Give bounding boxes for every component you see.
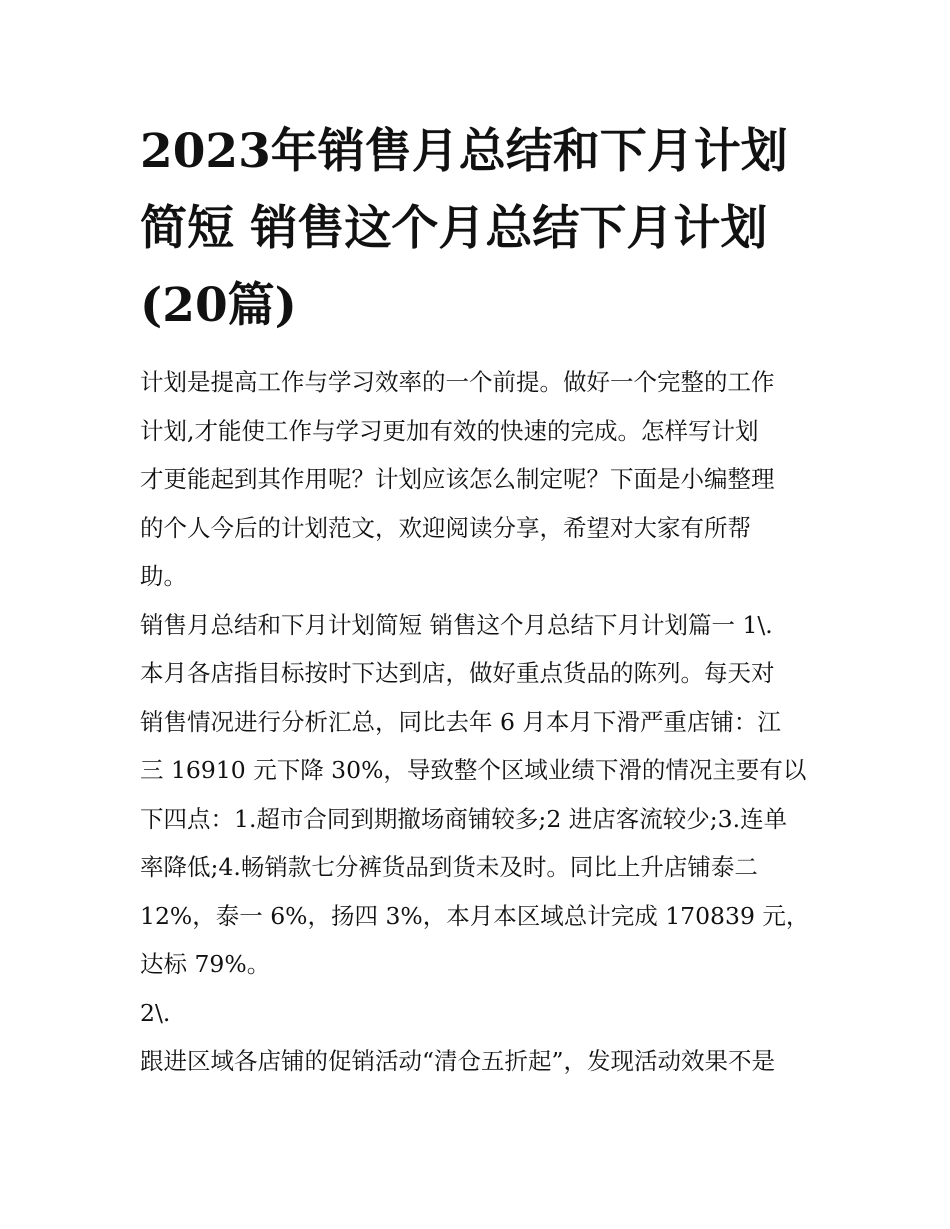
title-line: 2023年销售月总结和下月计划 <box>140 124 788 179</box>
document-body <box>140 358 812 1086</box>
title-line: (20篇) <box>140 278 297 333</box>
body-line: 助。 <box>140 562 187 590</box>
body-line: 销售月总结和下月计划简短 销售这个月总结下月计划篇一 1\. <box>140 610 773 639</box>
body-line: 12%，泰一 6%，扬四 3%，本月本区域总计完成 170839 元， <box>140 901 810 930</box>
body-line: 的个人今后的计划范文，欢迎阅读分享，希望对大家有所帮 <box>140 513 751 542</box>
title-line: 简短 销售这个月总结下月计划 <box>140 201 768 256</box>
body-line: 计划,才能使工作与学习更加有效的快速的完成。怎样写计划 <box>140 416 759 445</box>
body-line: 达标 79%。 <box>140 950 271 978</box>
body-line: 跟进区域各店铺的促销活动“清仓五折起”，发现活动效果不是 <box>140 1047 776 1075</box>
body-line: 本月各店指目标按时下达到店，做好重点货品的陈列。每天对 <box>140 659 775 687</box>
body-line: 三 16910 元下降 30%，导致整个区域业绩下滑的情况主要有以 <box>140 756 807 784</box>
body-line: 2\. <box>140 998 171 1027</box>
document-page <box>140 113 812 1086</box>
document-title <box>140 113 812 344</box>
body-line: 销售情况进行分析汇总，同比去年 6 月本月下滑严重店铺：江 <box>140 707 781 736</box>
body-line: 计划是提高工作与学习效率的一个前提。做好一个完整的工作 <box>140 368 775 396</box>
body-line: 才更能起到其作用呢？计划应该怎么制定呢？下面是小编整理 <box>140 465 775 493</box>
body-line: 率降低;4.畅销款七分裤货品到货未及时。同比上升店铺泰二 <box>140 853 758 881</box>
body-line: 下四点：1.超市合同到期撤场商铺较多;2 进店客流较少;3.连单 <box>140 804 788 833</box>
